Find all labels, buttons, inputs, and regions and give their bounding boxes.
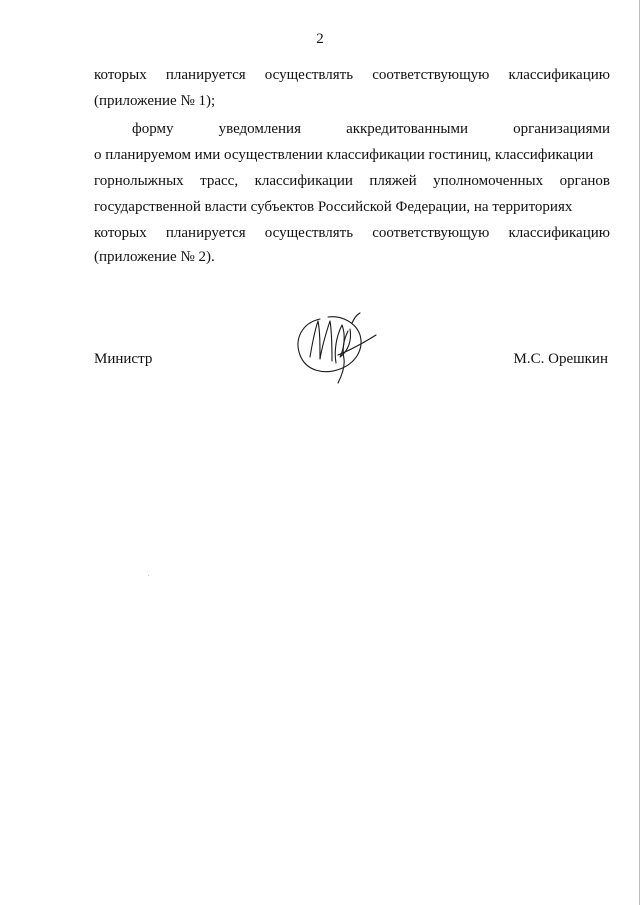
paragraph1-line1 (94, 66, 610, 84)
word: пляжей (369, 173, 417, 189)
word: уполномоченных (433, 173, 544, 189)
scan-speck (148, 575, 149, 576)
word: соответствующую (372, 225, 490, 241)
word: организациями (513, 121, 610, 137)
word: планируется (165, 225, 246, 241)
paragraph2-line6: (приложение № 2). (94, 249, 215, 265)
word: соответствующую (372, 67, 490, 83)
word: горнолыжных (94, 173, 184, 189)
word: аккредитованными (346, 121, 468, 137)
word: форму (132, 121, 174, 137)
word: осуществлять (264, 225, 354, 241)
word: которых (94, 225, 147, 241)
paragraph2-line5 (94, 224, 610, 242)
handwritten-signature (290, 305, 382, 387)
word: осуществлять (264, 67, 354, 83)
paragraph2-line3 (94, 172, 610, 190)
word: которых (94, 67, 147, 83)
signatory-title: Министр (94, 351, 153, 367)
word: классификацию (508, 67, 610, 83)
word: классификации (254, 173, 353, 189)
word: уведомления (218, 121, 301, 137)
word: трасс, (200, 173, 239, 189)
paragraph2-line4: государственной власти субъектов Российской Федерации, на территориях (94, 199, 573, 215)
word: классификацию (508, 225, 610, 241)
paragraph2-line2: о планируемом ими осуществлении классификации гостиниц, классификации (94, 147, 594, 163)
word: органов (559, 173, 610, 189)
page-number: 2 (316, 31, 324, 47)
signatory-name: М.С. Орешкин (513, 351, 608, 367)
word: планируется (165, 67, 246, 83)
paragraph1-line2: (приложение № 1); (94, 93, 216, 109)
paragraph2-line1 (132, 120, 610, 138)
